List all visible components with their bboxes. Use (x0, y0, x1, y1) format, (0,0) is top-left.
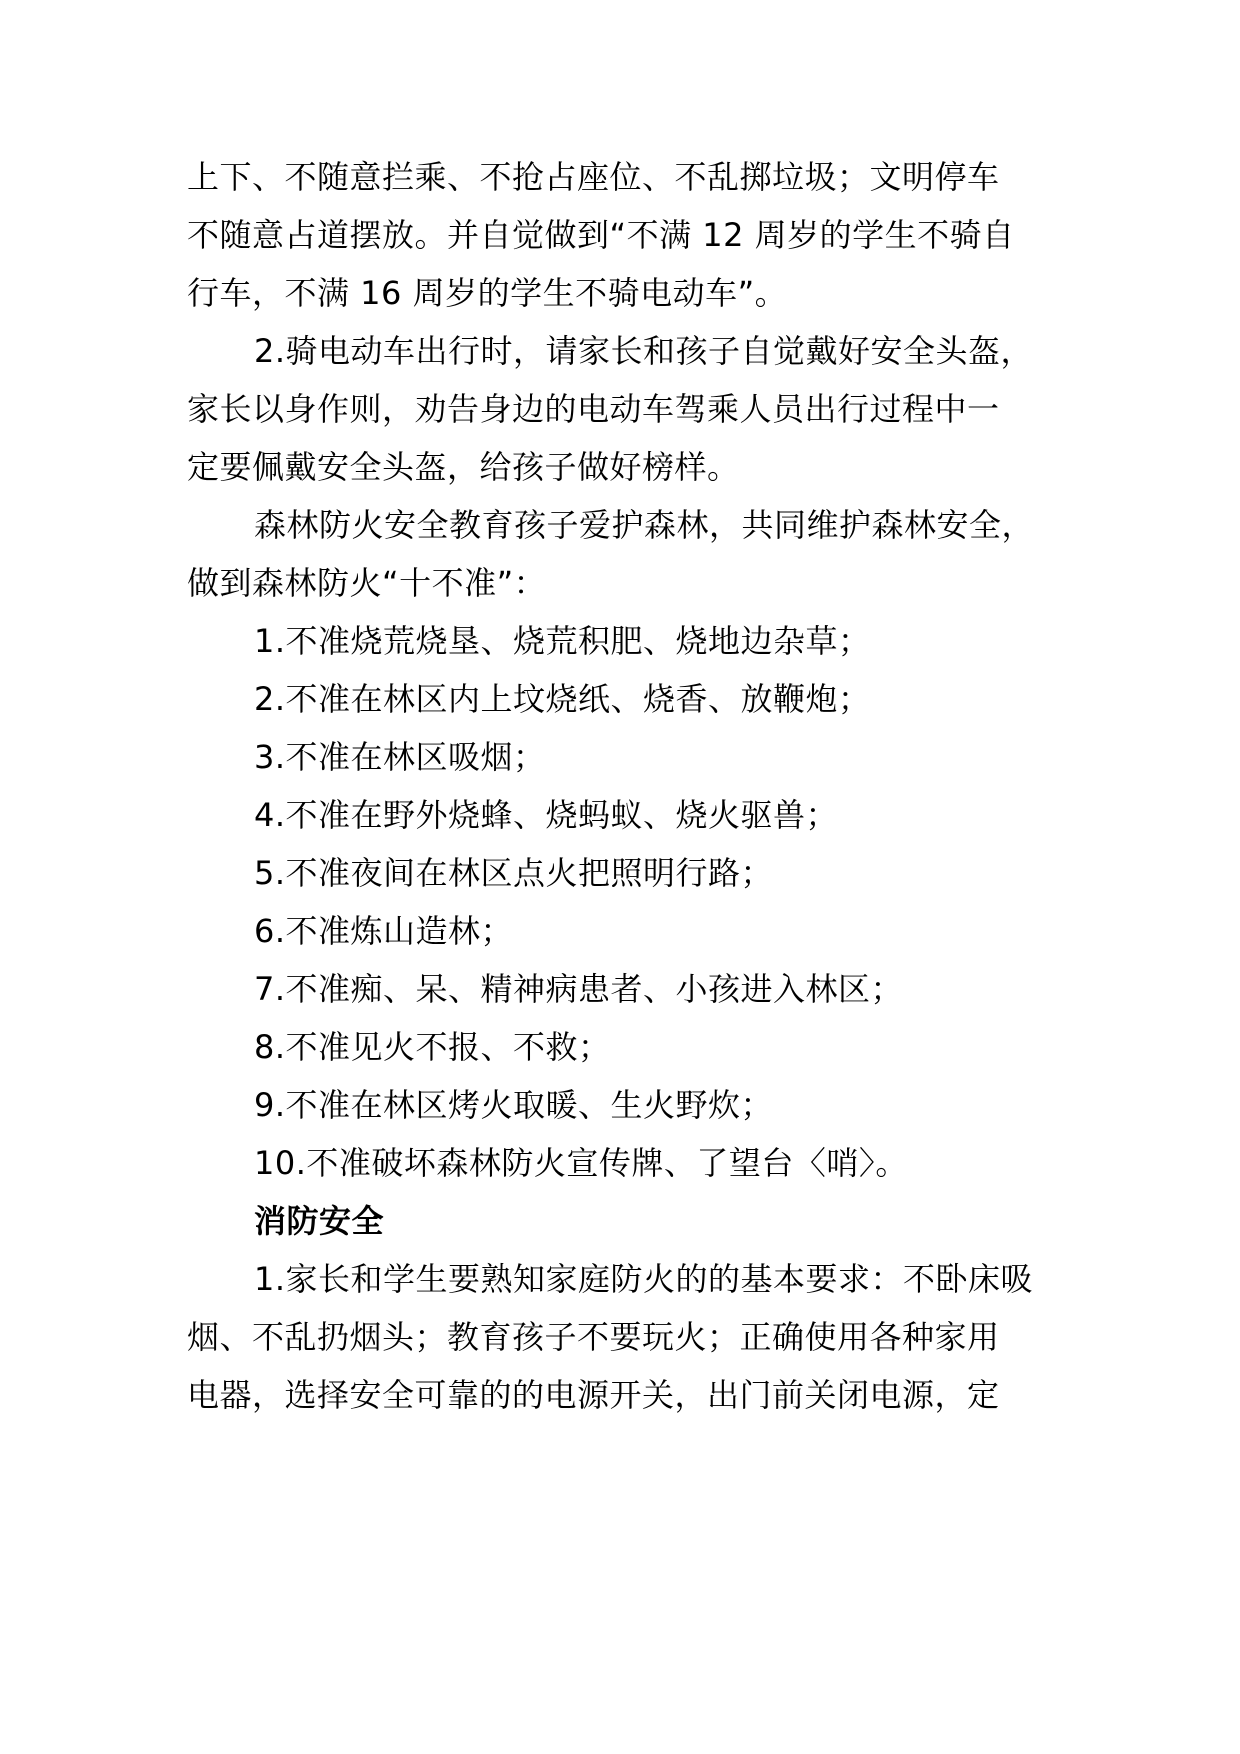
paragraph-line: 做到森林防火“十不准”： (187, 564, 547, 602)
paragraph-line: 电器，选择安全可靠的的电源开关，出门前关闭电源，定 (187, 1376, 1000, 1414)
paragraph-line: 行车，不满 16 周岁的学生不骑电动车”。 (187, 274, 788, 312)
paragraph-line: 定要佩戴安全头盔，给孩子做好榜样。 (187, 448, 740, 486)
paragraph-line: 2.骑电动车出行时，请家长和孩子自觉戴好安全头盔， (254, 332, 1034, 370)
list-item: 5.不准夜间在林区点火把照明行路； (254, 854, 774, 892)
list-item: 7.不准痴、呆、精神病患者、小孩进入林区； (254, 970, 904, 1008)
list-item: 9.不准在林区烤火取暖、生火野炊； (254, 1086, 774, 1124)
paragraph-line: 森林防火安全教育孩子爱护森林，共同维护森林安全， (254, 506, 1035, 544)
section-heading: 消防安全 (254, 1202, 385, 1240)
list-item: 2.不准在林区内上坟烧纸、烧香、放鞭炮； (254, 680, 871, 718)
list-item: 1.不准烧荒烧垦、烧荒积肥、烧地边杂草； (254, 622, 871, 660)
paragraph-line: 不随意占道摆放。并自觉做到“不满 12 周岁的学生不骑自 (187, 216, 1015, 254)
list-item: 10.不准破坏森林防火宣传牌、了望台〈哨〉。 (254, 1144, 908, 1182)
list-item: 8.不准见火不报、不救； (254, 1028, 611, 1066)
list-item: 4.不准在野外烧蜂、烧蚂蚁、烧火驱兽； (254, 796, 839, 834)
paragraph-line: 上下、不随意拦乘、不抢占座位、不乱掷垃圾；文明停车 (187, 158, 1000, 196)
paragraph-line: 烟、不乱扔烟头；教育孩子不要玩火；正确使用各种家用 (187, 1318, 1000, 1356)
paragraph-line: 1.家长和学生要熟知家庭防火的的基本要求：不卧床吸 (254, 1260, 1034, 1298)
paragraph-line: 家长以身作则，劝告身边的电动车驾乘人员出行过程中一 (187, 390, 1000, 428)
list-item: 6.不准炼山造林； (254, 912, 514, 950)
list-item: 3.不准在林区吸烟； (254, 738, 546, 776)
